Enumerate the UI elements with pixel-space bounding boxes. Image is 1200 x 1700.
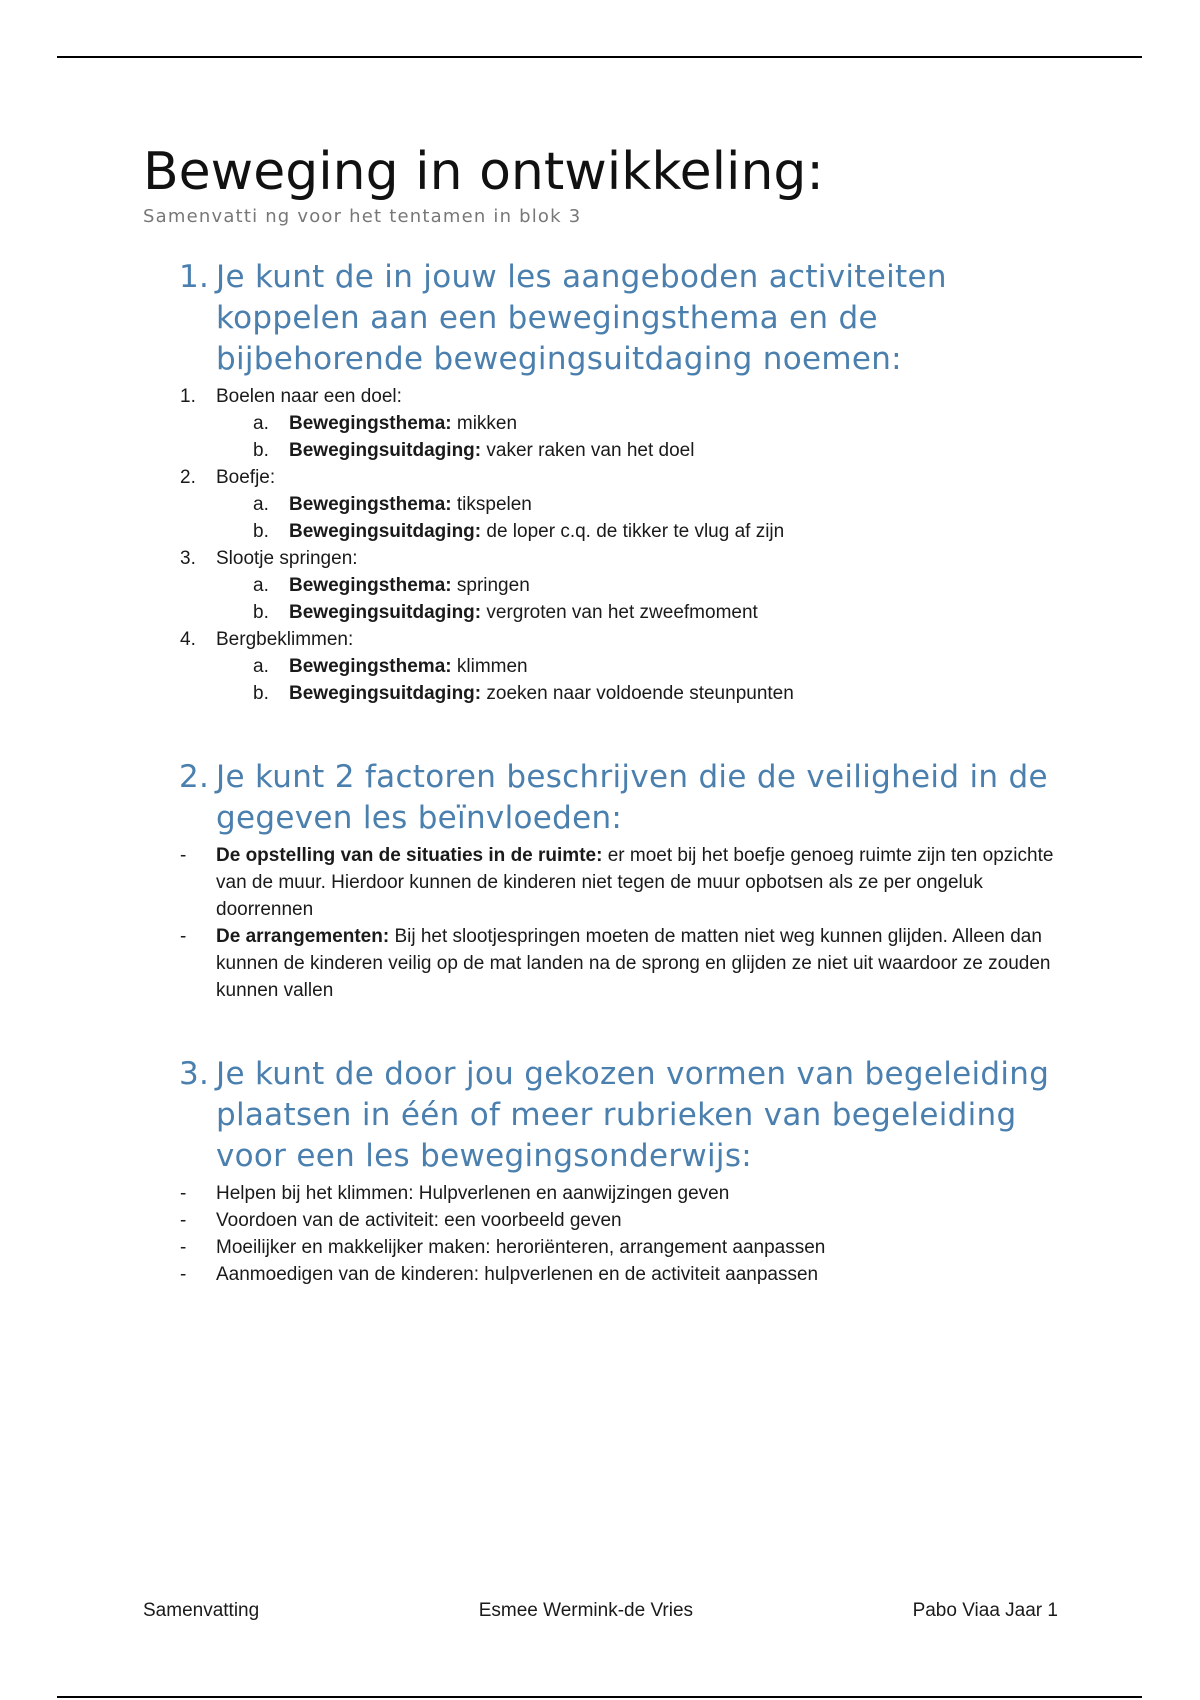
section-heading <box>179 257 1063 380</box>
list-marker: 2. <box>180 467 196 488</box>
bullet-text: Helpen bij het klimmen: Hulpverlenen en aanwijzingen geven <box>216 1183 730 1204</box>
sub-item <box>216 653 1063 680</box>
section-heading-text: Je kunt 2 factoren beschrijven die de veiligheid in de gegeven les beïnvloeden: <box>216 759 1048 836</box>
bullet-marker: - <box>180 1237 187 1258</box>
sub-label: Bewegingsuitdaging: <box>289 440 482 461</box>
sub-marker: a. <box>253 413 269 434</box>
sub-text: vergroten van het zweefmoment <box>481 602 758 623</box>
header-rule <box>57 56 1142 58</box>
bullet-item <box>180 1207 1063 1234</box>
sub-marker: a. <box>253 494 269 515</box>
footer-left: Samenvatting <box>143 1600 260 1621</box>
sub-item <box>216 572 1063 599</box>
section-2 <box>143 757 1063 1004</box>
list-item-text: Slootje springen: <box>216 548 358 569</box>
section-3 <box>143 1054 1063 1288</box>
bullet-marker: - <box>180 1264 187 1285</box>
sub-label: Bewegingsthema: <box>289 575 452 596</box>
sub-text: vaker raken van het doel <box>481 440 695 461</box>
page-footer <box>143 1600 1058 1622</box>
sub-item <box>216 680 1063 707</box>
bullet-marker: - <box>180 845 187 866</box>
bullet-text: Voordoen van de activiteit: een voorbeeld geven <box>216 1210 622 1231</box>
safety-factors-list <box>180 842 1063 1004</box>
sub-text: klimmen <box>451 656 528 677</box>
section-number: 3. <box>179 1056 210 1092</box>
bullet-marker: - <box>180 1210 187 1231</box>
sub-marker: a. <box>253 656 269 677</box>
sub-label: Bewegingsthema: <box>289 494 452 515</box>
section-heading-text: Je kunt de in jouw les aangeboden activiteiten koppelen aan een bewegingsthema en de bijbehorende bewegingsuitdaging noemen: <box>216 259 947 377</box>
sub-marker: b. <box>253 440 269 461</box>
sub-text: de loper c.q. de tikker te vlug af zijn <box>481 521 785 542</box>
bullet-label: De arrangementen: <box>216 926 390 947</box>
sub-marker: b. <box>253 683 269 704</box>
list-item <box>180 383 1063 410</box>
list-item-text: Boelen naar een doel: <box>216 386 402 407</box>
list-marker: 1. <box>180 386 196 407</box>
sub-text: mikken <box>451 413 518 434</box>
bullet-text: Moeilijker en makkelijker maken: heroriënteren, arrangement aanpassen <box>216 1237 826 1258</box>
sub-label: Bewegingsuitdaging: <box>289 602 482 623</box>
bullet-label: De opstelling van de situaties in de ruimte: <box>216 845 603 866</box>
bullet-item <box>180 923 1063 1004</box>
section-heading <box>179 757 1063 839</box>
sub-text: zoeken naar voldoende steunpunten <box>481 683 794 704</box>
sub-item <box>216 437 1063 464</box>
list-marker: 3. <box>180 548 196 569</box>
sub-item <box>216 599 1063 626</box>
activity-list <box>180 383 1063 707</box>
sub-label: Bewegingsthema: <box>289 656 452 677</box>
sub-item <box>216 518 1063 545</box>
list-item <box>180 626 1063 653</box>
section-1 <box>143 257 1063 707</box>
bullet-item <box>180 1261 1063 1288</box>
section-heading-text: Je kunt de door jou gekozen vormen van begeleiding plaatsen in één of meer rubrieken van begeleiding voor een les bewegingsonderwijs: <box>216 1056 1050 1174</box>
bullet-text: Aanmoedigen van de kinderen: hulpverlenen en de activiteit aanpassen <box>216 1264 819 1285</box>
list-item-text: Boefje: <box>216 467 276 488</box>
sub-item <box>216 491 1063 518</box>
sub-text: tikspelen <box>451 494 532 515</box>
document-title: Beweging in ontwikkeling: <box>143 142 824 202</box>
sub-label: Bewegingsthema: <box>289 413 452 434</box>
sub-label: Bewegingsuitdaging: <box>289 683 482 704</box>
sub-label: Bewegingsuitdaging: <box>289 521 482 542</box>
document-subtitle: Samenvatti ng voor het tentamen in blok 3 <box>143 206 582 227</box>
sub-marker: b. <box>253 602 269 623</box>
bullet-item <box>180 1180 1063 1207</box>
list-item-text: Bergbeklimmen: <box>216 629 354 650</box>
bullet-marker: - <box>180 1183 187 1204</box>
section-heading <box>179 1054 1063 1177</box>
bullet-item <box>180 1234 1063 1261</box>
footer-rule <box>57 1696 1142 1698</box>
sub-text: springen <box>451 575 530 596</box>
section-number: 2. <box>179 759 210 795</box>
footer-center: Esmee Wermink-de Vries <box>478 1600 694 1621</box>
sub-marker: a. <box>253 575 269 596</box>
bullet-text: Bij het slootjespringen moeten de matten niet weg kunnen glijden. Alleen dan kunnen de kinderen veilig op de mat landen na de sprong en glijden ze niet uit waardoor ze zouden kunnen vallen <box>216 926 1051 1001</box>
bullet-text: er moet bij het boefje genoeg ruimte zijn ten opzichte van de muur. Hierdoor kunnen de kinderen niet tegen de muur opbotsen als ze per ongeluk doorrennen <box>216 845 1054 920</box>
bullet-marker: - <box>180 926 187 947</box>
document-body <box>143 140 1063 1288</box>
list-item <box>180 545 1063 572</box>
footer-right: Pabo Viaa Jaar 1 <box>912 1600 1058 1621</box>
sub-item <box>216 410 1063 437</box>
sub-marker: b. <box>253 521 269 542</box>
section-number: 1. <box>179 259 210 295</box>
list-item <box>180 464 1063 491</box>
list-marker: 4. <box>180 629 196 650</box>
guidance-list <box>180 1180 1063 1288</box>
bullet-item <box>180 842 1063 923</box>
